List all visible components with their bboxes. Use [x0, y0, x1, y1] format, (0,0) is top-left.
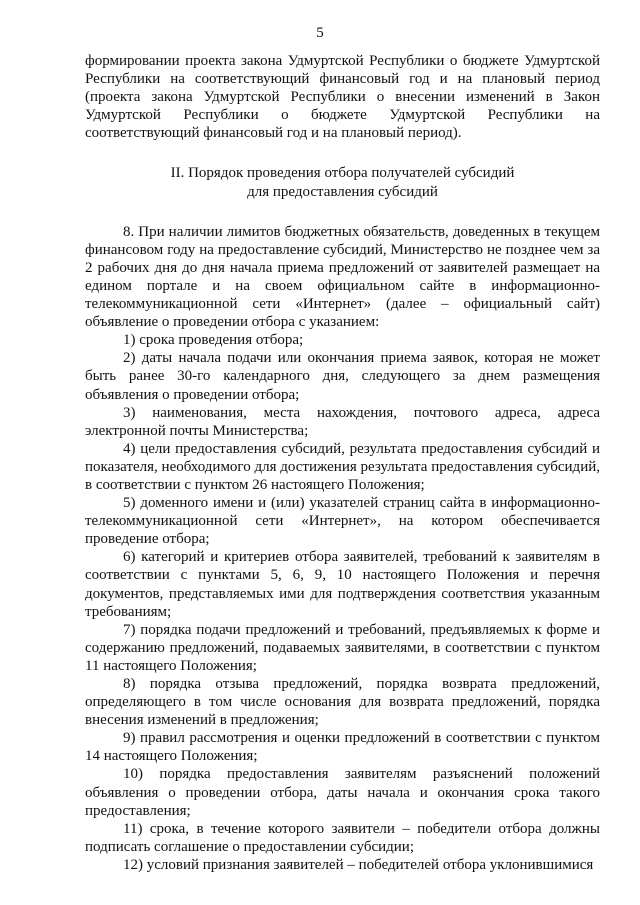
section-heading	[85, 164, 600, 200]
list-item-6: 6) категорий и критериев отбора заявителей, требований к заявителям в соответствии с пунктами 5, 6, 9, 10 настоящего Положения и перечня документов, представляемых ими для подтверждения соответствия указанным требованиям;	[85, 549, 600, 620]
section-heading-line-1: II. Порядок проведения отбора получателей субсидий	[170, 165, 515, 182]
list-item-4: 4) цели предоставления субсидий, результата предоставления субсидий и показателя, необходимого для достижения результата предоставления субсидий, в соответствии с пунктом 26 настоящего Положения;	[85, 440, 600, 493]
list-item-1: 1) срока проведения отбора;	[123, 332, 304, 349]
list-item-3: 3) наименования, места нахождения, почтового адреса, адреса электронной почты Министерства;	[85, 404, 600, 439]
list-item-2: 2) даты начала подачи или окончания приема заявок, которая не может быть ранее 30-го календарного дня, следующего за днем размещения объявления о проведении отбора;	[85, 350, 600, 403]
page-number: 5	[316, 25, 324, 41]
section-heading-line-2: для предоставления субсидий	[247, 183, 438, 200]
list-item-5: 5) доменного имени и (или) указателей страниц сайта в информационно-телекоммуникационной сети «Интернет», на котором обеспечивается проведение отбора;	[85, 495, 600, 548]
list-item-8: 8) порядка отзыва предложений, порядка возврата предложений, определяющего в том числе основания для возврата предложений, порядка внесения изменений в предложения;	[85, 676, 600, 729]
paragraph-8: 8. При наличии лимитов бюджетных обязательств, доведенных в текущем финансовом году на предоставление субсидий, Министерство не позднее чем за 2 рабочих дня до дня начала приема предложений от заявителей размещает на едином портале и на своем официальном сайте в информационно-телекоммуникационной сети «Интернет» (далее – официальный сайт) объявление о проведении отбора с указанием:	[85, 223, 600, 331]
list-item-7: 7) порядка подачи предложений и требований, предъявляемых к форме и содержанию предложений, подаваемых заявителями, в соответствии с пунктом 11 настоящего Положения;	[85, 621, 600, 674]
list-item-9: 9) правил рассмотрения и оценки предложений в соответствии с пунктом 14 настоящего Положения;	[85, 730, 600, 765]
intro-paragraph: формировании проекта закона Удмуртской Республики о бюджете Удмуртской Республики на соответствующий финансовый год и на плановый период (проекта закона Удмуртской Республики о внесении изменений в Закон Удмуртской Республики о бюджете Удмуртской Республики на соответствующий финансовый год и на плановый период).	[85, 53, 600, 142]
document-body	[85, 52, 600, 874]
list-item-11: 11) срока, в течение которого заявители – победители отбора должны подписать соглашение о предоставлении субсидии;	[85, 820, 600, 855]
list-item-12: 12) условий признания заявителей – победителей отбора уклонившимися	[123, 856, 594, 873]
list-item-10: 10) порядка предоставления заявителям разъяснений положений объявления о проведении отбора, даты начала и окончания срока такого предоставления;	[85, 766, 600, 819]
